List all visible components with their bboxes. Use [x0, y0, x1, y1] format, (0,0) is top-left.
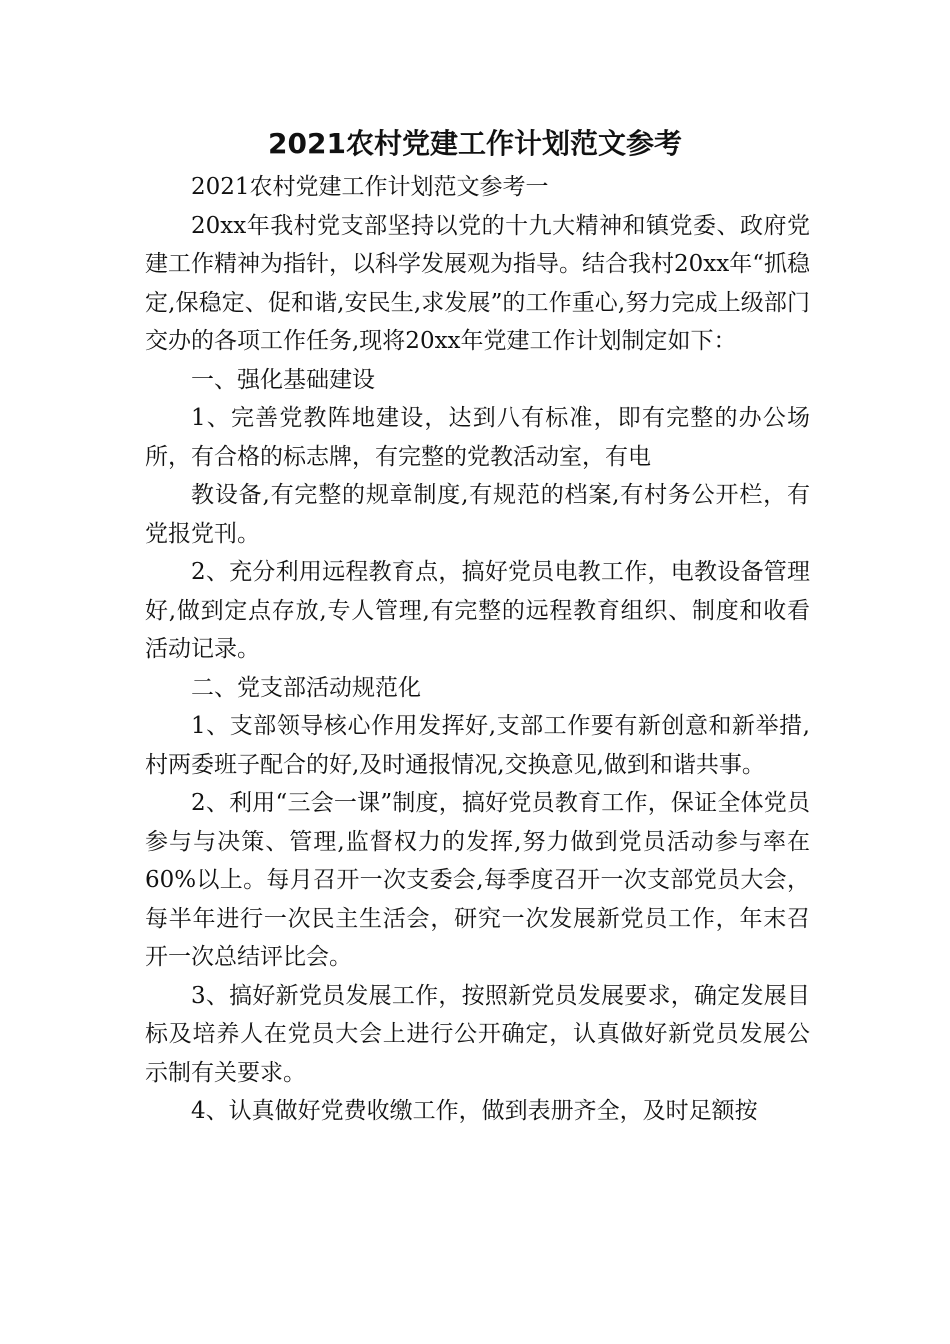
- paragraph-item-2-3: 3、搞好新党员发展工作，按照新党员发展要求，确定发展目标及培养人在党员大会上进行公开确定，认真做好新党员发展公示制有关要求。: [145, 982, 810, 1086]
- paragraph-item-1-1-continued: 教设备,有完整的规章制度,有规范的档案,有村务公开栏，有党报党刊。: [145, 482, 810, 547]
- heading-section-1: 一、强化基础建设: [191, 366, 375, 393]
- paragraph-item-2-2: 2、利用“三会一课”制度，搞好党员教育工作，保证全体党员参与与决策、管理,监督权力的发挥,努力做到党员活动参与率在60%以上。每月召开一次支委会,每季度召开一次支部党员大会，每半年进行一次民主生活会，研究一次发展新党员工作，年末召开一次总结评比会。: [145, 790, 810, 970]
- document-body: [145, 168, 810, 1131]
- paragraph-intro: 20xx年我村党支部坚持以党的十九大精神和镇党委、政府党建工作精神为指针，以科学发展观为指导。结合我村20xx年“抓稳定,保稳定、促和谐,安民生,求发展”的工作重心,努力完成上级部门交办的各项工作任务,现将20xx年党建工作计划制定如下：: [145, 212, 810, 354]
- paragraph-item-1-2: 2、充分利用远程教育点，搞好党员电教工作，电教设备管理好,做到定点存放,专人管理,有完整的远程教育组织、制度和收看活动记录。: [145, 559, 810, 662]
- heading-section-2: 二、党支部活动规范化: [191, 674, 421, 701]
- paragraph-subtitle: 2021农村党建工作计划范文参考一: [191, 174, 549, 200]
- paragraph-item-1-1: 1、完善党教阵地建设，达到八有标准，即有完整的办公场所，有合格的标志牌，有完整的党教活动室，有电: [145, 405, 810, 470]
- document-title: 2021农村党建工作计划范文参考: [268, 127, 682, 160]
- paragraph-item-2-4: 4、认真做好党费收缴工作，做到表册齐全，及时足额按: [191, 1098, 758, 1124]
- paragraph-item-2-1: 1、支部领导核心作用发挥好,支部工作要有新创意和新举措,村两委班子配合的好,及时通报情况,交换意见,做到和谐共事。: [145, 713, 810, 778]
